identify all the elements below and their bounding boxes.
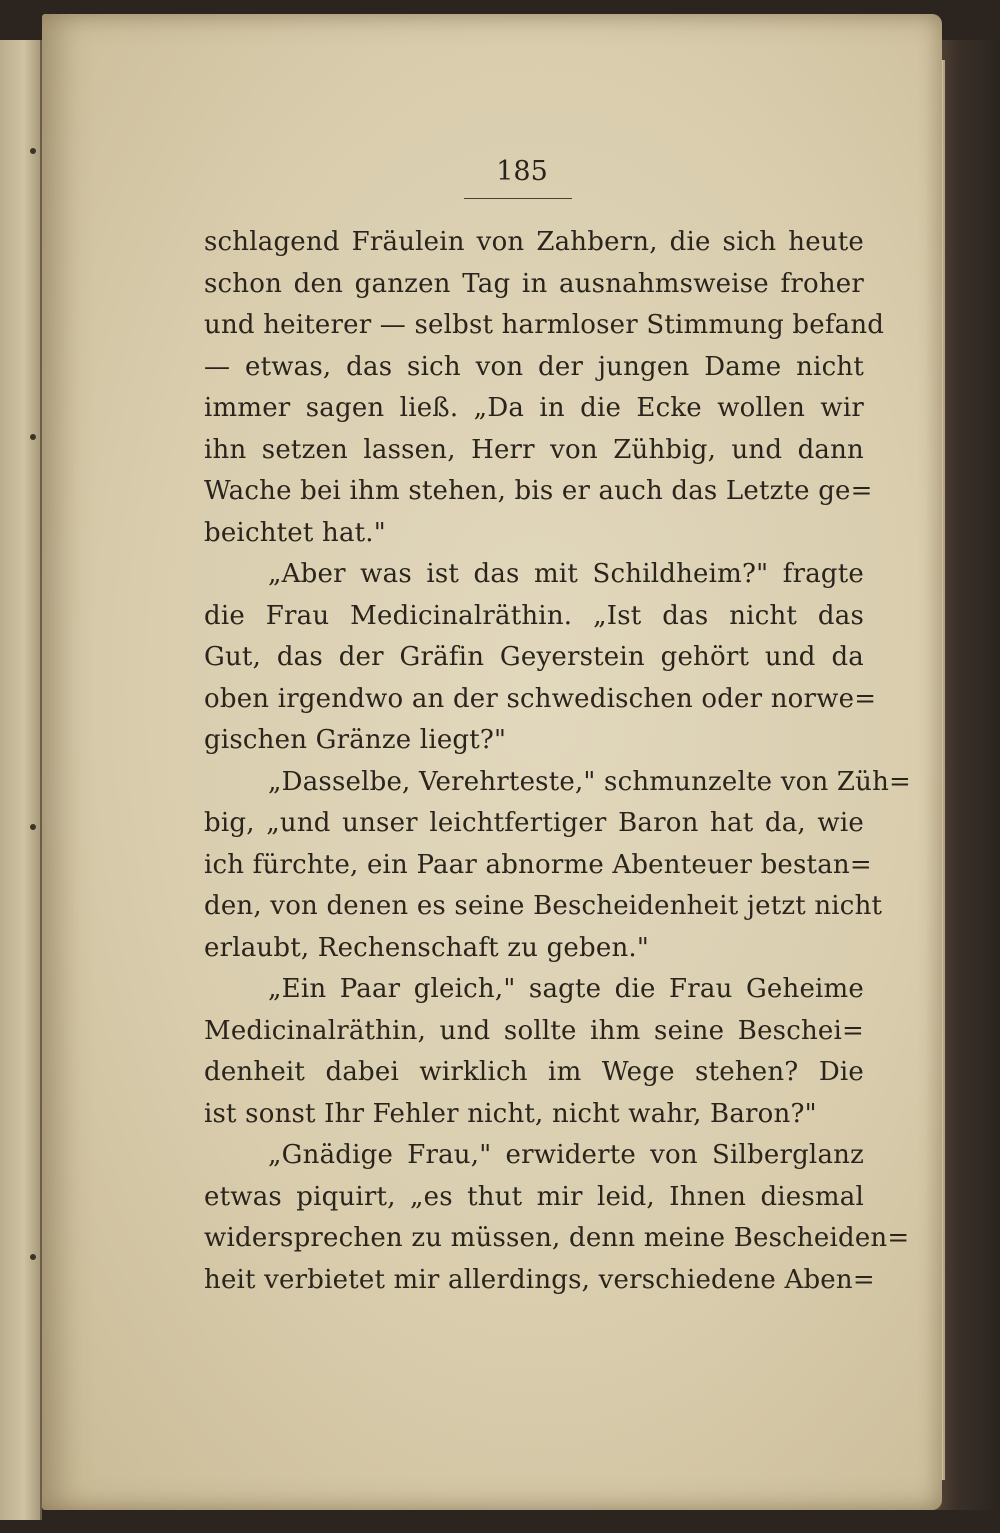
text-line: — etwas, das sich von der jungen Dame nicht [204,351,864,382]
text-line: ihn setzen lassen, Herr von Zühbig, und dann [204,434,864,465]
facing-page-edge [0,40,42,1520]
text-line: gischen Gränze liegt?" [204,725,507,755]
text-line: schlagend Fräulein von Zahbern, die sich heute [204,227,864,257]
text-line: Wache bei ihm stehen, bis er auch das Letzte ge= [204,476,873,506]
text-line: heit verbietet mir allerdings, verschiedene Aben= [204,1264,875,1295]
binding-mark [30,1254,36,1260]
text-line: erlaubt, Rechenschaft zu geben." [204,932,650,963]
text-line: immer sagen ließ. „Da in die Ecke wollen wir [204,393,864,423]
text-line: „Aber was ist das mit Schildheim?" fragte [268,559,864,589]
text-line: ist sonst Ihr Fehler nicht, nicht wahr, Baron?" [204,1098,817,1129]
text-line: und heiterer — selbst harmloser Stimmung befand [204,310,885,340]
body-text [204,222,912,1301]
text-line: big, „und unser leichtfertiger Baron hat da, wie [204,808,864,838]
text-line: „Gnädige Frau," erwiderte von Silberglanz [268,1140,864,1170]
text-line: ich fürchte, ein Paar abnorme Abenteuer bestan= [204,849,872,880]
text-line: Medicinalräthin, und sollte ihm seine Beschei= [204,1015,864,1046]
text-line: oben irgendwo an der schwedischen oder norwe= [204,683,877,714]
text-line: „Dasselbe, Verehrteste," schmunzelte von Züh= [268,766,912,797]
text-line: die Frau Medicinalräthin. „Ist das nicht das [204,600,864,631]
text-line: den, von denen es seine Bescheidenheit jetzt nicht [204,891,883,921]
text-line: „Ein Paar gleich," sagte die Frau Geheime [268,974,864,1004]
text-line: etwas piquirt, „es thut mir leid, Ihnen diesmal [204,1181,864,1212]
text-line: schon den ganzen Tag in ausnahmsweise froher [204,268,864,299]
page-number: 185 [496,156,548,187]
book-page [42,14,942,1510]
text-line: beichtet hat." [204,517,386,548]
binding-mark [30,434,36,440]
binding-mark [30,824,36,830]
text-line: Gut, das der Gräfin Geyerstein gehört und da [204,642,864,672]
header-rule [464,198,572,199]
binding-mark [30,148,36,154]
text-line: widersprechen zu müssen, denn meine Bescheiden= [204,1223,910,1253]
text-line: denheit dabei wirklich im Wege stehen? Die [204,1057,864,1087]
